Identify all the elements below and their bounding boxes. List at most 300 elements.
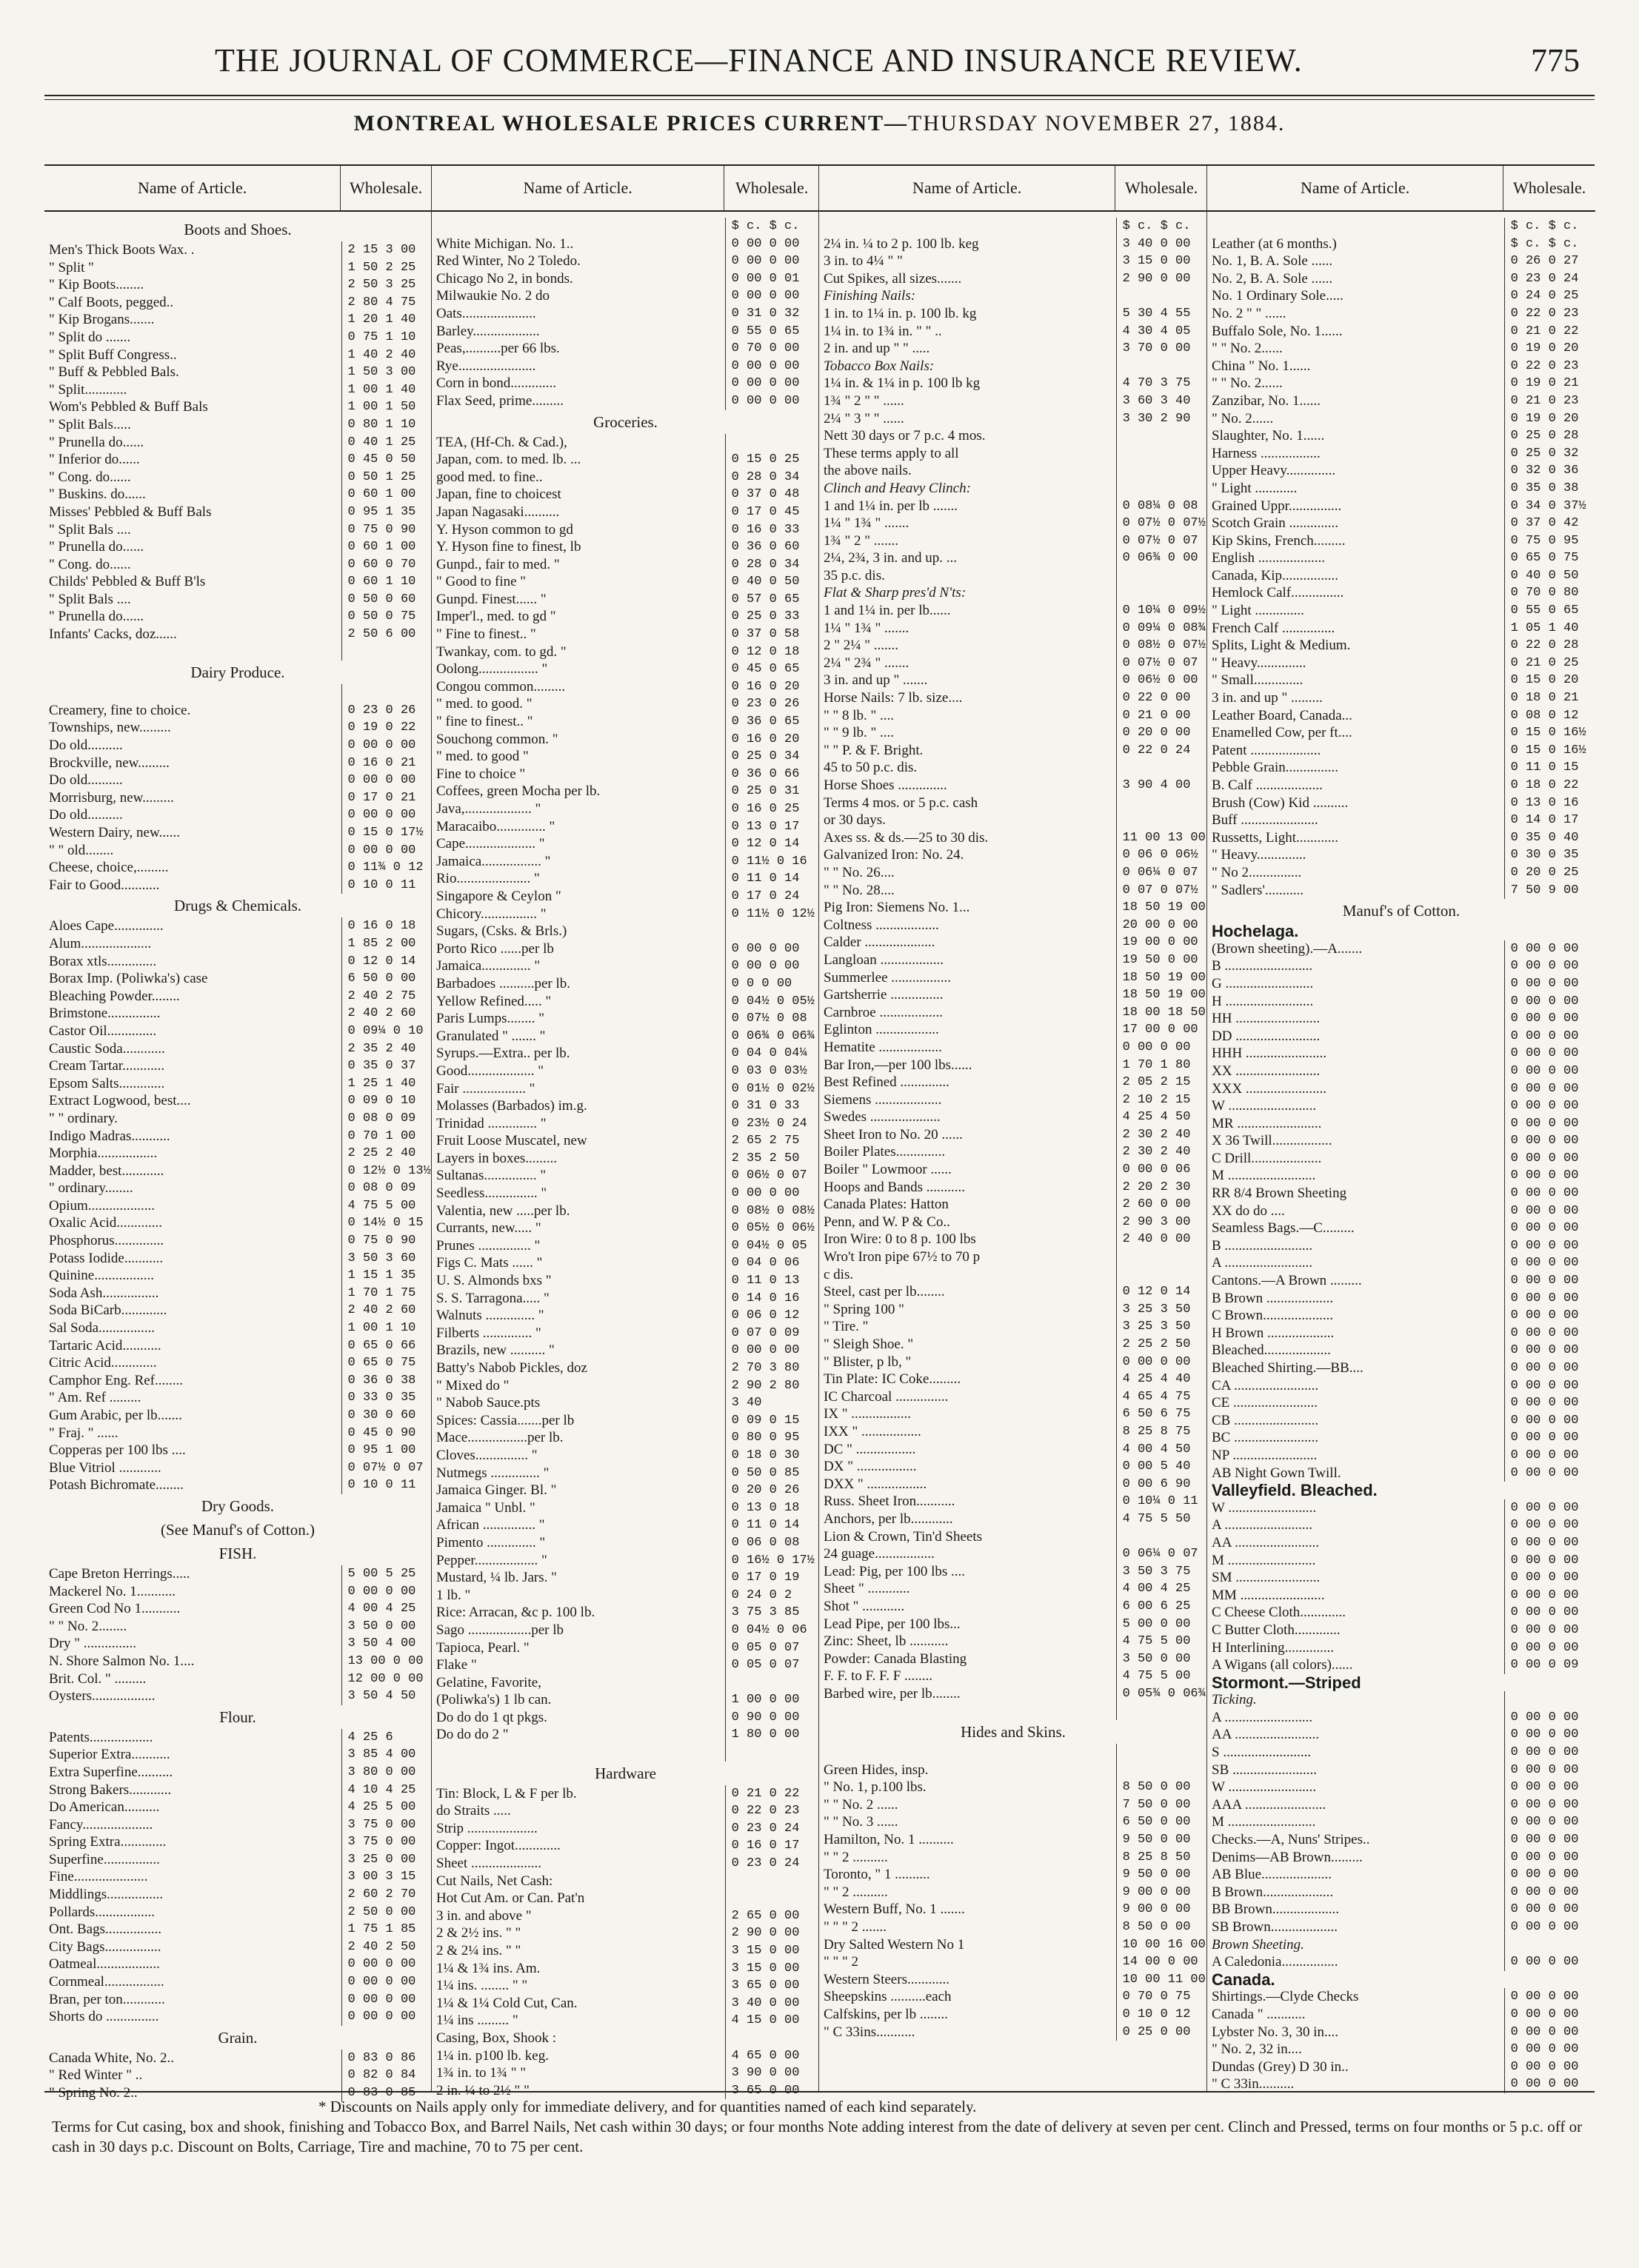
wholesale-price: 0 75 0 95 xyxy=(1504,532,1595,550)
article-name: Leather (at 6 months.) xyxy=(1212,235,1337,252)
wholesale-price: 0 00 0 00 xyxy=(725,1185,819,1202)
article-name: RR 8/4 Brown Sheeting xyxy=(1212,1185,1347,1202)
wholesale-price: 0 00 0 00 xyxy=(1504,993,1595,1011)
section-heading xyxy=(432,410,819,434)
article-name: S ......................... xyxy=(1212,1745,1312,1761)
price-row xyxy=(432,1412,819,1430)
article-name: Layers in boxes......... xyxy=(436,1150,558,1166)
wholesale-price: 3 00 3 15 xyxy=(341,1868,431,1886)
wholesale-price: 0 28 0 34 xyxy=(725,556,819,574)
price-row xyxy=(44,573,431,591)
wholesale-price: 2 80 4 75 xyxy=(341,294,431,312)
article-name: Hardware xyxy=(595,1764,656,1782)
price-row xyxy=(432,340,819,358)
price-row xyxy=(1207,287,1595,305)
price-row xyxy=(1207,724,1595,742)
article-name: Hochelaga. xyxy=(1212,923,1299,940)
article-name: AA ........................ xyxy=(1212,1727,1320,1743)
wholesale-price xyxy=(725,2030,819,2047)
article-name: Camphor Eng. Ref........ xyxy=(49,1372,184,1388)
article-name: Madder, best............ xyxy=(49,1163,164,1179)
article-name: Sheet " ............ xyxy=(824,1581,910,1597)
wholesale-price: 0 36 0 66 xyxy=(725,766,819,783)
wholesale-price: 4 75 5 50 xyxy=(1116,1511,1207,1528)
price-row xyxy=(432,870,819,888)
price-row xyxy=(432,591,819,609)
price-row xyxy=(432,1656,819,1674)
article-name: Canada, Kip................ xyxy=(1212,567,1338,583)
wholesale-price: 0 00 0 00 xyxy=(1504,1429,1595,1447)
wholesale-price: 0 05 0 07 xyxy=(725,1639,819,1657)
wholesale-price: 0 00 0 00 xyxy=(1504,1447,1595,1465)
price-row xyxy=(44,970,431,988)
price-row xyxy=(432,1325,819,1342)
section-heading xyxy=(44,894,431,917)
price-row xyxy=(432,1691,819,1709)
price-row xyxy=(819,1388,1207,1406)
wholesale-price: 2 40 2 60 xyxy=(341,1302,431,1319)
article-name: Valleyfield. Bleached. xyxy=(1212,1482,1378,1499)
price-row xyxy=(44,1023,431,1040)
article-name: Congou common......... xyxy=(436,678,566,695)
article-name: Canada Plates: Hatton xyxy=(824,1197,949,1213)
price-row xyxy=(44,643,431,661)
price-row xyxy=(819,777,1207,795)
wholesale-price: 0 65 0 75 xyxy=(1504,549,1595,567)
article-name: Soda Ash................ xyxy=(49,1285,159,1301)
article-name: Oxalic Acid............. xyxy=(49,1215,163,1231)
price-row xyxy=(819,1702,1207,1720)
price-row xyxy=(1207,864,1595,882)
article-name: Coltness .................. xyxy=(824,917,939,933)
price-row xyxy=(819,1598,1207,1616)
price-row xyxy=(44,1075,431,1093)
wholesale-price: 0 00 0 00 xyxy=(1504,1342,1595,1359)
wholesale-price: 0 16½ 0 17½ xyxy=(725,1552,819,1570)
article-name: Brockville, new......... xyxy=(49,755,170,771)
article-name: Opium................... xyxy=(49,1197,156,1214)
article-name: Fine to choice " xyxy=(436,766,526,782)
price-row xyxy=(819,655,1207,672)
wholesale-price: 8 25 8 50 xyxy=(1116,1849,1207,1867)
price-row xyxy=(432,923,819,940)
article-name: Terms 4 mos. or 5 p.c. cash xyxy=(824,795,978,811)
price-row xyxy=(819,1988,1207,2006)
wholesale-price: 0 00 0 00 xyxy=(1504,1709,1595,1727)
wholesale-price: 0 00 0 00 xyxy=(725,235,819,253)
price-row xyxy=(1207,1377,1595,1395)
wholesale-price: 3 50 3 60 xyxy=(341,1250,431,1268)
wholesale-price: 0 00 0 00 xyxy=(1504,2058,1595,2076)
article-name: 3 in. and above " xyxy=(436,1907,532,1924)
wholesale-price: 1 00 1 40 xyxy=(341,381,431,399)
wholesale-price: 2 50 6 00 xyxy=(341,626,431,643)
article-name xyxy=(432,1744,725,1762)
article-name: Brimstone............... xyxy=(49,1006,161,1022)
wholesale-price: 0 20 0 00 xyxy=(1116,724,1207,742)
article-name: Calder .................... xyxy=(824,934,935,951)
article-name: U. S. Almonds bxs " xyxy=(436,1273,552,1289)
wholesale-price: 3 75 3 85 xyxy=(725,1604,819,1622)
article-name: SB ........................ xyxy=(1212,1762,1317,1778)
article-name: " Inferior do...... xyxy=(49,452,140,468)
wholesale-price: 0 06 0 12 xyxy=(725,1307,819,1325)
price-row xyxy=(44,556,431,574)
price-row xyxy=(44,259,431,277)
price-row xyxy=(44,521,431,539)
price-row xyxy=(432,1307,819,1325)
wholesale-price: 0 00 0 00 xyxy=(1504,1202,1595,1220)
article-name: Swedes .................... xyxy=(824,1109,941,1125)
price-row xyxy=(44,1354,431,1372)
wholesale-price: 0 34 0 37½ xyxy=(1504,498,1595,515)
wholesale-price xyxy=(725,1873,819,1890)
article-name: " No. 2...... xyxy=(1212,410,1274,426)
wholesale-price: 0 60 1 00 xyxy=(341,486,431,504)
price-row xyxy=(1207,252,1595,270)
wholesale-price: 0 17 0 24 xyxy=(725,888,819,906)
article-name: Superfine................ xyxy=(49,1851,160,1867)
wholesale-price: 1 80 0 00 xyxy=(725,1726,819,1744)
article-name: Morrisburg, new......... xyxy=(49,789,174,806)
article-name: Epsom Salts............. xyxy=(49,1075,165,1091)
price-row xyxy=(1207,1429,1595,1447)
wholesale-price: 0 23 0 26 xyxy=(725,695,819,713)
article-name: Carnbroe .................. xyxy=(824,1004,943,1020)
price-row xyxy=(1207,637,1595,655)
wholesale-price: 0 22 0 23 xyxy=(725,1802,819,1820)
wholesale-price: 0 16 0 20 xyxy=(725,678,819,696)
article-name: Steel, cast per lb........ xyxy=(824,1284,945,1300)
wholesale-price: 2 40 0 00 xyxy=(1116,1231,1207,1248)
article-name: Seedless............... " xyxy=(436,1185,547,1202)
price-row xyxy=(819,724,1207,742)
price-row xyxy=(1207,1325,1595,1342)
price-row xyxy=(1207,1254,1595,1272)
wholesale-price: 0 00 0 00 xyxy=(1504,1552,1595,1570)
article-name: " Blister, p lb, " xyxy=(824,1354,912,1370)
article-name: City Bags................ xyxy=(49,1938,161,1955)
prices-title-lead: MONTREAL WHOLESALE PRICES CURRENT— xyxy=(353,111,909,136)
wholesale-price: 0 00 0 00 xyxy=(725,957,819,975)
wholesale-price: 0 36 0 38 xyxy=(341,1372,431,1390)
article-name: Patents.................. xyxy=(49,1729,153,1745)
price-row xyxy=(432,556,819,574)
price-row xyxy=(44,1991,431,2009)
price-row xyxy=(819,1866,1207,1884)
name-of-article-header: Name of Article. xyxy=(1301,178,1410,197)
article-name: Pepper.................. " xyxy=(436,1552,547,1568)
wholesale-price: 0 21 0 00 xyxy=(1116,707,1207,725)
article-name: " " No. 2........ xyxy=(49,1618,127,1634)
article-name: " Cong. do...... xyxy=(49,556,131,572)
article-name xyxy=(819,218,1116,235)
wholesale-price xyxy=(1116,584,1207,602)
price-row xyxy=(819,270,1207,288)
price-row xyxy=(819,986,1207,1004)
article-name: Cantons.—A Brown ......... xyxy=(1212,1273,1362,1289)
wholesale-price: 0 01½ 0 02½ xyxy=(725,1080,819,1098)
wholesale-price xyxy=(1116,1266,1207,1284)
price-row xyxy=(44,806,431,824)
column-body xyxy=(432,218,819,2098)
price-row xyxy=(432,906,819,923)
price-row xyxy=(44,719,431,737)
price-row xyxy=(1207,549,1595,567)
price-row xyxy=(819,1511,1207,1528)
article-name: Horse Shoes .............. xyxy=(824,777,947,793)
price-row xyxy=(1207,975,1595,993)
price-row xyxy=(432,2030,819,2047)
wholesale-price: 2 35 2 50 xyxy=(725,1150,819,1168)
wholesale-price xyxy=(1116,1702,1207,1720)
price-row xyxy=(1207,1901,1595,1919)
price-row xyxy=(432,608,819,626)
price-row xyxy=(432,1995,819,2013)
price-row xyxy=(44,347,431,364)
article-name: " Buskins. do...... xyxy=(49,486,146,503)
article-name: Spring Extra............. xyxy=(49,1834,167,1850)
wholesale-price: 0 33 0 35 xyxy=(341,1389,431,1407)
wholesale-price xyxy=(1116,462,1207,480)
price-row xyxy=(44,626,431,643)
wholesale-price: 3 15 0 00 xyxy=(725,1960,819,1978)
article-name: AB Blue.................... xyxy=(1212,1867,1332,1883)
price-row xyxy=(819,1266,1207,1284)
price-row xyxy=(819,1936,1207,1954)
footnotes xyxy=(52,2097,1587,2157)
article-name: Barley................... xyxy=(436,323,540,339)
article-name: CA ........................ xyxy=(1212,1377,1319,1394)
wholesale-price xyxy=(725,1890,819,1907)
article-name: " No. 2, 32 in.... xyxy=(1212,2041,1302,2058)
price-row xyxy=(44,1285,431,1302)
article-name: " Prunella do...... xyxy=(49,609,144,625)
price-row xyxy=(1207,323,1595,341)
price-row xyxy=(44,824,431,842)
price-row xyxy=(819,515,1207,532)
article-name: Nett 30 days or 7 p.c. 4 mos. xyxy=(824,428,986,444)
price-row xyxy=(819,1650,1207,1668)
wholesale-price: 0 82 0 84 xyxy=(341,2067,431,2084)
column-header xyxy=(44,166,431,212)
wholesale-price: 0 00 0 00 xyxy=(1116,1354,1207,1371)
wholesale-price: 0 13 0 16 xyxy=(1504,795,1595,812)
wholesale-price: 2 65 0 00 xyxy=(725,1907,819,1925)
article-name: Good................... " xyxy=(436,1063,544,1079)
article-name: Pollards................. xyxy=(49,1904,156,1920)
price-row xyxy=(432,1097,819,1115)
wholesale-price: 2 60 2 70 xyxy=(341,1886,431,1904)
price-row xyxy=(44,1833,431,1851)
price-row xyxy=(432,1622,819,1639)
wholesale-price xyxy=(725,923,819,940)
article-name xyxy=(44,684,341,702)
wholesale-price: 4 25 4 40 xyxy=(1116,1371,1207,1388)
wholesale-price: 0 00 0 00 xyxy=(1504,1534,1595,1552)
wholesale-price: 0 11 0 13 xyxy=(725,1272,819,1290)
article-name: Brown Sheeting. xyxy=(1212,1936,1304,1953)
article-name: 2¼, 2¾, 3 in. and up. ... xyxy=(824,550,957,566)
wholesale-price: 1 05 1 40 xyxy=(1504,620,1595,638)
price-row xyxy=(1207,1132,1595,1150)
article-name: Toronto, " 1 .......... xyxy=(824,1867,930,1883)
column-header xyxy=(432,166,819,212)
wholesale-price: 0 00 0 09 xyxy=(1504,1656,1595,1674)
price-row xyxy=(1207,707,1595,725)
price-row xyxy=(432,678,819,696)
article-name: Penn, and W. P & Co.. xyxy=(824,1214,950,1230)
article-name: Western Dairy, new...... xyxy=(49,825,180,840)
section-heading xyxy=(44,2026,431,2050)
price-row xyxy=(1207,940,1595,958)
wholesale-price: 3 50 0 00 xyxy=(341,1618,431,1636)
price-row xyxy=(432,375,819,392)
price-row xyxy=(44,1442,431,1459)
article-name: (See Manuf's of Cotton.) xyxy=(161,1520,315,1539)
article-name: Hematite .................. xyxy=(824,1039,942,1055)
wholesale-price: 0 50 0 75 xyxy=(341,608,431,626)
section-heading xyxy=(819,1720,1207,1744)
page-number: 775 xyxy=(1531,42,1580,78)
article-name: Buff ...................... xyxy=(1212,812,1318,829)
price-row xyxy=(1207,427,1595,445)
article-name: 1 and 1¼ in. per lb...... xyxy=(824,603,951,619)
article-name: Porto Rico ......per lb xyxy=(436,940,554,957)
wholesale-price: 3 60 3 40 xyxy=(1116,392,1207,410)
price-row xyxy=(432,748,819,766)
article-name: No. 1, B. A. Sole ...... xyxy=(1212,253,1333,270)
price-row xyxy=(1207,462,1595,480)
article-name: Potass Iodide........... xyxy=(49,1250,164,1266)
price-row xyxy=(432,2064,819,2082)
article-name: 2¼ " 2¾ " ....... xyxy=(824,655,909,671)
price-row xyxy=(432,1674,819,1692)
article-name: Cut Spikes, all sizes....... xyxy=(824,270,962,287)
article-name: Buffalo Sole, No. 1...... xyxy=(1212,323,1343,339)
article-name: 1¼ " 1¾ " ....... xyxy=(824,620,909,636)
article-name: " " No. 26.... xyxy=(824,864,895,880)
price-row xyxy=(819,1301,1207,1319)
wholesale-price: 4 10 4 25 xyxy=(341,1782,431,1799)
price-row xyxy=(432,1150,819,1168)
article-name: Fancy.................... xyxy=(49,1816,153,1833)
price-row xyxy=(1207,1080,1595,1098)
price-row xyxy=(432,1377,819,1395)
price-row xyxy=(44,1214,431,1232)
wholesale-price: 0 00 0 00 xyxy=(1504,1307,1595,1325)
article-name: Canada " ........... xyxy=(1212,2006,1306,2022)
price-row xyxy=(819,864,1207,882)
article-name: Russ. Sheet Iron........... xyxy=(824,1493,955,1510)
price-row xyxy=(432,1429,819,1447)
wholesale-price: 0 83 0 86 xyxy=(341,2050,431,2067)
article-name: Enamelled Cow, per ft.... xyxy=(1212,725,1352,741)
article-name: 1¾ " 2 " " ...... xyxy=(824,392,904,409)
article-name: Rye...................... xyxy=(436,358,536,374)
wholesale-price: 2 30 2 40 xyxy=(1116,1126,1207,1144)
article-name: Checks.—A, Nuns' Stripes.. xyxy=(1212,1832,1370,1848)
article-name: " No 2............... xyxy=(1212,864,1302,880)
price-row xyxy=(1207,1290,1595,1308)
price-row xyxy=(819,1528,1207,1546)
article-name: " ordinary........ xyxy=(49,1180,133,1197)
price-row xyxy=(432,358,819,375)
price-row xyxy=(819,1441,1207,1459)
article-name: FISH. xyxy=(218,1544,257,1562)
price-row xyxy=(432,888,819,906)
price-row xyxy=(1207,742,1595,760)
wholesale-price: 0 10 0 11 xyxy=(341,1476,431,1494)
article-name: B Brown ................... xyxy=(1212,1290,1334,1306)
wholesale-price: 0 13 0 18 xyxy=(725,1499,819,1517)
price-row xyxy=(1207,2075,1595,2093)
wholesale-price: 0 40 0 50 xyxy=(1504,567,1595,585)
wholesale-price: 8 25 8 75 xyxy=(1116,1423,1207,1441)
article-name: No. 2, B. A. Sole ...... xyxy=(1212,270,1333,287)
price-row xyxy=(819,829,1207,847)
article-name: Cut Nails, Net Cash: xyxy=(436,1873,553,1889)
price-row xyxy=(1207,1202,1595,1220)
price-row xyxy=(44,591,431,609)
article-name: Canada. xyxy=(1212,1970,1275,1989)
wholesale-price: 3 25 3 50 xyxy=(1116,1318,1207,1336)
article-name: Coffees, green Mocha per lb. xyxy=(436,783,601,800)
wholesale-price: 9 00 0 00 xyxy=(1116,1901,1207,1919)
wholesale-price: 0 45 0 65 xyxy=(725,660,819,678)
wholesale-price: 3 15 0 00 xyxy=(725,1942,819,1960)
article-name: Calfskins, per lb ........ xyxy=(824,2006,948,2022)
price-row xyxy=(432,434,819,452)
wholesale-price: 0 21 0 23 xyxy=(1504,392,1595,410)
wholesale-price: 0 07½ 0 08 xyxy=(725,1010,819,1028)
wholesale-price: 0 30 0 60 xyxy=(341,1407,431,1425)
price-row xyxy=(1207,1150,1595,1168)
wholesale-price: 0 00 0 00 xyxy=(1504,1831,1595,1849)
article-name: Iron Wire: 0 to 8 p. 100 lbs xyxy=(824,1231,976,1248)
wholesale-price: 0 25 0 32 xyxy=(1504,445,1595,463)
wholesale-price: 18 50 19 00 xyxy=(1116,969,1207,987)
price-row xyxy=(432,940,819,958)
price-row xyxy=(819,1004,1207,1022)
wholesale-price: 13 00 0 00 xyxy=(341,1653,431,1670)
wholesale-price: 0 00 0 00 xyxy=(1504,1063,1595,1080)
article-name: Hoops and Bands ........... xyxy=(824,1179,966,1195)
price-row xyxy=(819,375,1207,392)
price-row xyxy=(1207,777,1595,795)
wholesale-price: 2 50 3 25 xyxy=(341,276,431,294)
article-name: Drugs & Chemicals. xyxy=(173,897,302,915)
wholesale-price: 5 00 5 25 xyxy=(341,1565,431,1583)
article-name: Trinidad .............. " xyxy=(436,1115,547,1131)
price-row xyxy=(44,1729,431,1747)
wholesale-price: 3 80 0 00 xyxy=(341,1764,431,1782)
wholesale-price: 0 16 0 17 xyxy=(725,1837,819,1855)
article-name: A ......................... xyxy=(1212,1517,1313,1533)
article-name: Tartaric Acid........... xyxy=(49,1337,161,1354)
wholesale-price: 20 00 0 00 xyxy=(1116,917,1207,934)
price-row xyxy=(1207,1220,1595,1237)
price-row xyxy=(1207,1936,1595,1954)
article-name: 1¼ in. to 1¾ in. " " .. xyxy=(824,323,942,339)
wholesale-price: 9 50 0 00 xyxy=(1116,1831,1207,1849)
article-name: Cloves............... " xyxy=(436,1447,538,1463)
article-name: " " " 2 ....... xyxy=(824,1919,887,1935)
wholesale-price: 0 00 0 00 xyxy=(341,1956,431,1973)
article-name: Boiler " Lowmoor ...... xyxy=(824,1162,952,1178)
article-name: No. 1 Ordinary Sole..... xyxy=(1212,288,1343,304)
price-row xyxy=(819,1143,1207,1161)
